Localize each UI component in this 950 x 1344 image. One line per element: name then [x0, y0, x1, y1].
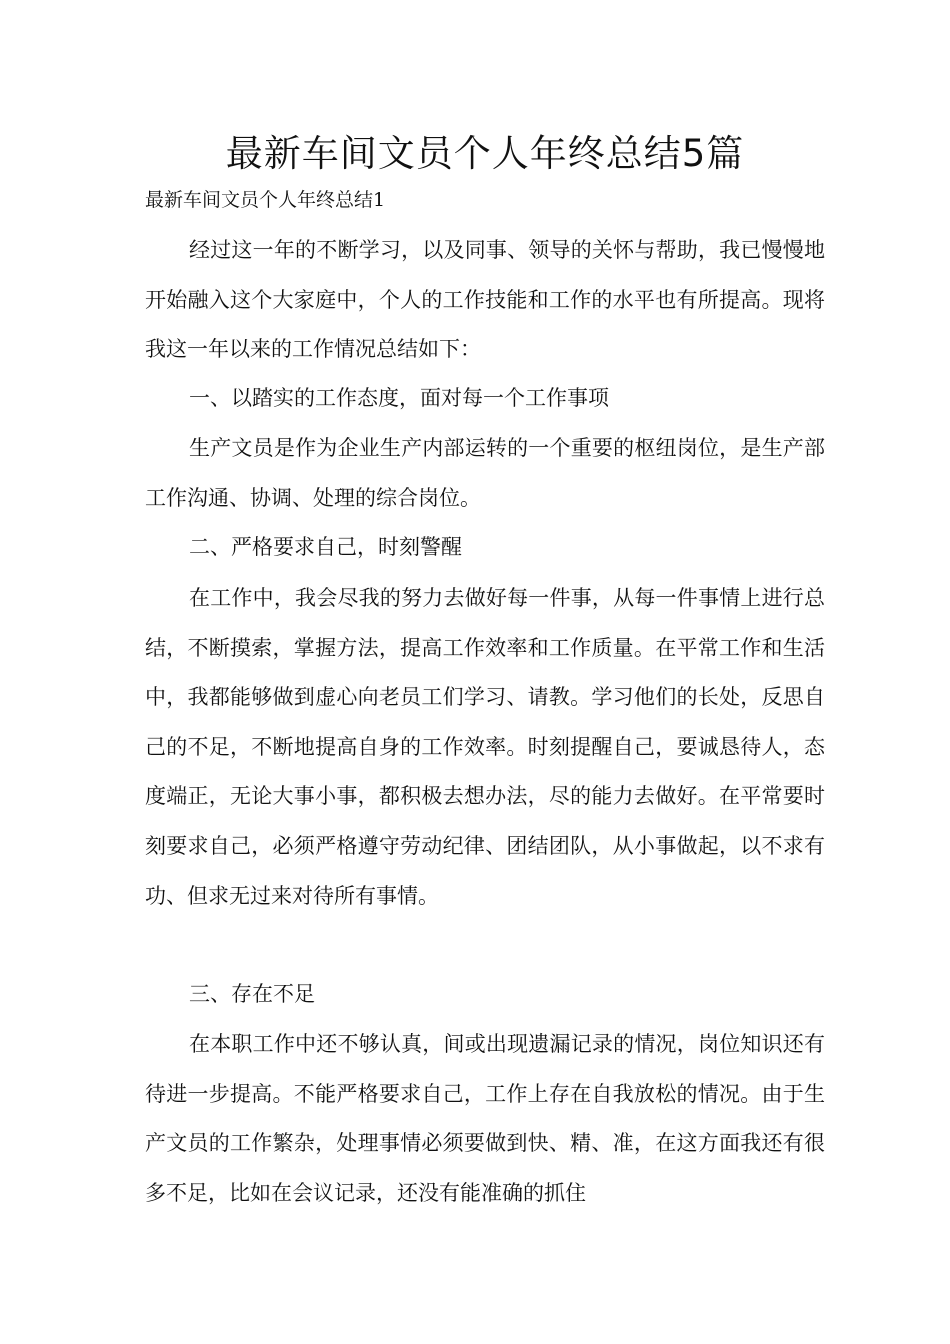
paragraph-intro: 经过这一年的不断学习，以及同事、领导的关怀与帮助，我已慢慢地开始融入这个大家庭中，个人的工作技能和工作的水平也有所提高。现将我这一年以来的工作情况总结如下： — [145, 238, 825, 362]
section-subtitle: 最新车间文员个人年终总结1 — [145, 189, 386, 211]
document-title: 最新车间文员个人年终总结5篇 — [225, 132, 745, 175]
heading-section-3: 三、存在不足 — [189, 982, 315, 1006]
paragraph-section-3: 在本职工作中还不够认真，间或出现遗漏记录的情况，岗位知识还有待进一步提高。不能严格要求自己，工作上存在自我放松的情况。由于生产文员的工作繁杂，处理事情必须要做到快、精、准，在这方面我还有很多不足，比如在会议记录，还没有能准确的抓住 — [145, 1032, 825, 1205]
heading-section-1: 一、以踏实的工作态度，面对每一个工作事项 — [189, 386, 609, 410]
heading-section-2: 二、严格要求自己，时刻警醒 — [189, 535, 462, 559]
paragraph-section-1: 生产文员是作为企业生产内部运转的一个重要的枢纽岗位，是生产部工作沟通、协调、处理的综合岗位。 — [145, 436, 825, 510]
paragraph-section-2: 在工作中，我会尽我的努力去做好每一件事，从每一件事情上进行总结，不断摸索，掌握方法，提高工作效率和工作质量。在平常工作和生活中，我都能够做到虚心向老员工们学习、请教。学习他们的长处，反思自己的不足，不断地提高自身的工作效率。时刻提醒自己，要诚恳待人，态度端正，无论大事小事，都积极去想办法，尽的能力去做好。在平常要时刻要求自己，必须严格遵守劳动纪律、团结团队，从小事做起，以不求有功、但求无过来对待所有事情。 — [145, 586, 825, 908]
